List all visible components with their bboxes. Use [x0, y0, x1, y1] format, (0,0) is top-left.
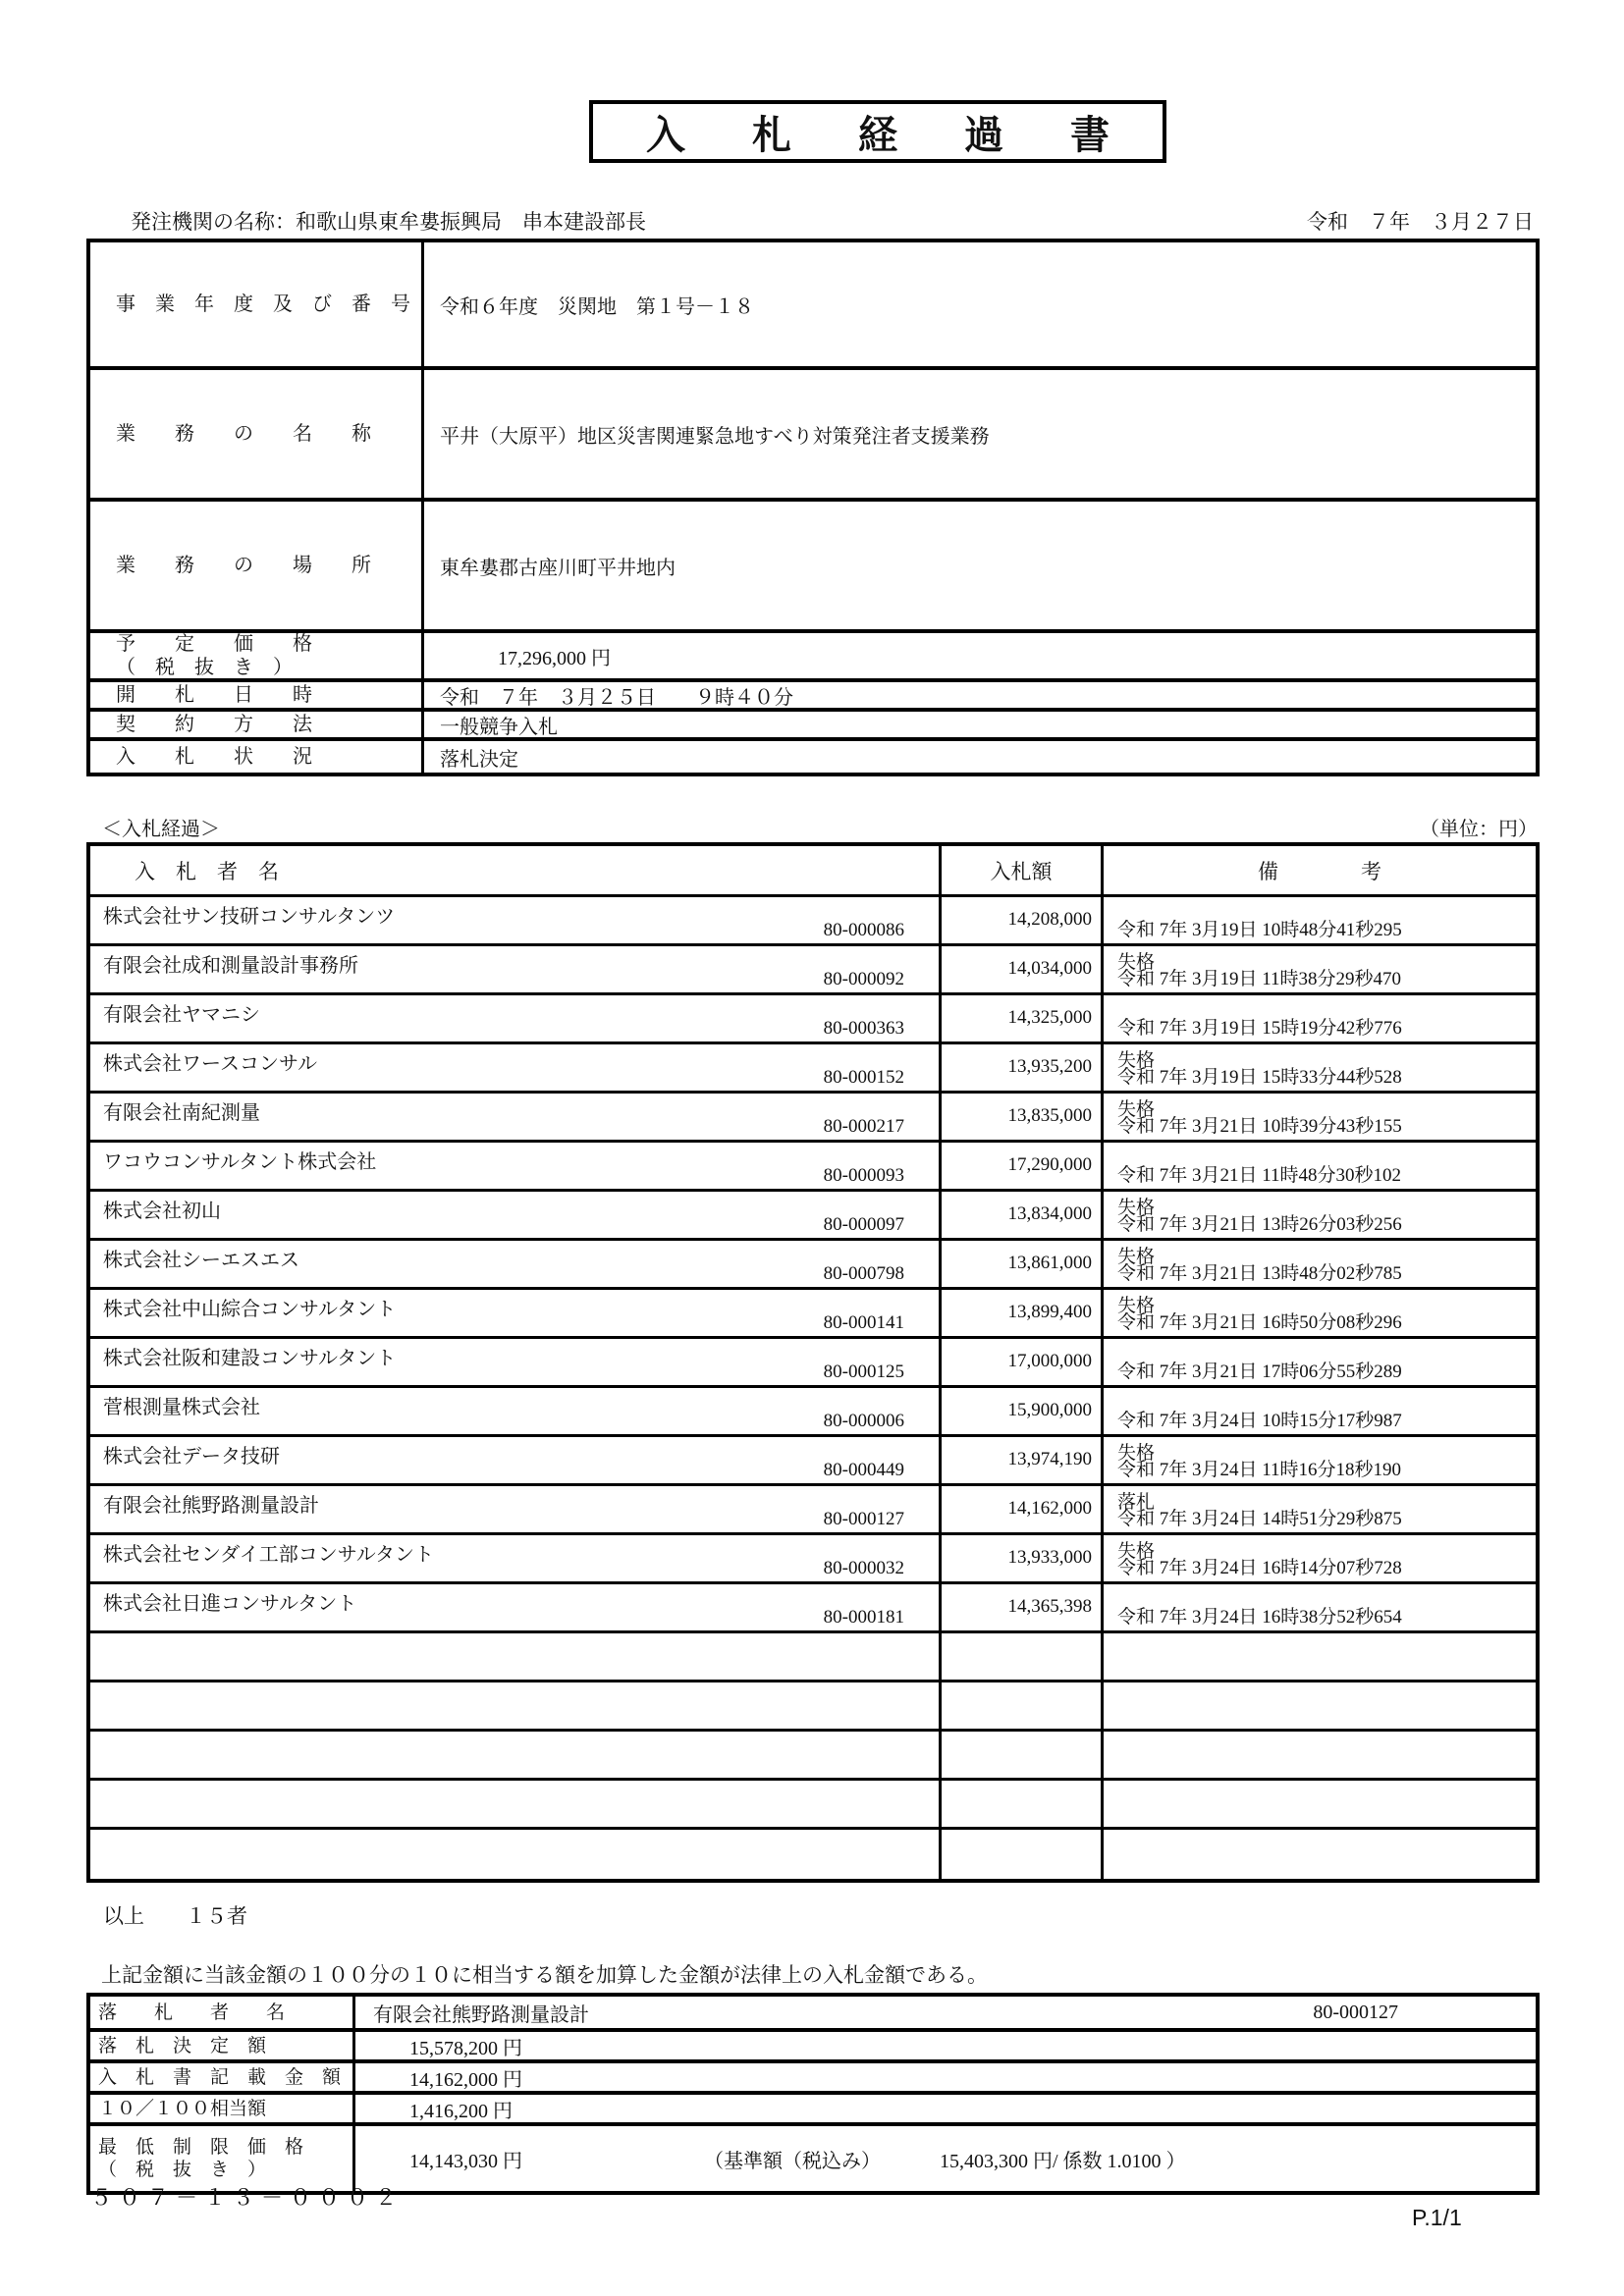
- bidder-name: 有限会社南紀測量: [103, 1102, 260, 1124]
- info-label: [90, 502, 424, 629]
- bidder-code: 80-000125: [823, 1362, 904, 1382]
- award-row-decided-amount: [90, 2032, 1536, 2063]
- remark-cell: [1104, 1094, 1536, 1140]
- info-row-project-location: [90, 502, 1536, 633]
- bid-timestamp: 令和 7年 3月21日 13時26分03秒256: [1117, 1214, 1402, 1235]
- bidder-cell: [90, 1732, 942, 1778]
- award-label-text2: （ 税 抜 き ）: [98, 2160, 267, 2180]
- award-value: 1,416,200 円: [409, 2100, 513, 2122]
- remark-cell: [1104, 1486, 1536, 1532]
- bid-table-empty-row: [90, 1830, 1536, 1879]
- bidder-cell: [90, 1388, 942, 1434]
- info-label-text: 予 定 価 格: [116, 633, 312, 655]
- bid-result-status: 失格: [1117, 1541, 1156, 1562]
- award-value: 15,578,200 円: [409, 2037, 522, 2059]
- document-date: 令和 ７年 ３月２７日: [1307, 210, 1534, 234]
- bid-table-row: [90, 1241, 1536, 1290]
- bidder-name: ワコウコンサルタント株式会社: [103, 1151, 377, 1173]
- bid-table-empty-row: [90, 1781, 1536, 1830]
- remark-cell: [1104, 995, 1536, 1041]
- bid-table-header: [90, 846, 1536, 897]
- bid-table-row: [90, 1339, 1536, 1388]
- info-label: [90, 741, 424, 773]
- legal-note: 上記金額に当該金額の１００分の１０に相当する額を加算した金額が法律上の入札金額である。: [101, 1963, 988, 1987]
- bid-amount: 14,034,000: [942, 946, 1104, 992]
- bidder-cell: [90, 946, 942, 992]
- bid-timestamp: 令和 7年 3月19日 15時19分42秒776: [1117, 1018, 1402, 1039]
- remark-cell: [1104, 1241, 1536, 1287]
- bidder-name: 株式会社サン技研コンサルタンツ: [103, 906, 396, 928]
- bid-table-row: [90, 946, 1536, 995]
- award-label-text: 入 札 書 記 載 金 額: [98, 2066, 342, 2088]
- bid-result-status: 失格: [1117, 1443, 1156, 1464]
- bid-result-status: 失格: [1117, 1198, 1156, 1218]
- award-label-text: 落 札 者 名: [98, 2002, 286, 2023]
- bid-amount: [942, 1830, 1104, 1879]
- bidder-name: 有限会社熊野路測量設計: [103, 1495, 319, 1517]
- bidder-code: 80-000127: [823, 1509, 904, 1529]
- bid-table-empty-row: [90, 1732, 1536, 1781]
- unit-note: （単位：円）: [1420, 819, 1538, 840]
- info-label: [90, 242, 424, 366]
- remark-cell: [1104, 1682, 1536, 1729]
- winner-code: 80-000127: [1313, 2001, 1398, 2023]
- bidder-code: 80-000092: [823, 969, 904, 989]
- bid-amount: 14,325,000: [942, 995, 1104, 1041]
- award-row-winner: [90, 1997, 1536, 2032]
- bid-amount: 13,834,000: [942, 1192, 1104, 1238]
- bidder-cell: [90, 1339, 942, 1385]
- bidder-cell: [90, 1094, 942, 1140]
- info-label-text: 開 札 日 時: [116, 684, 312, 706]
- bid-result-status: 失格: [1117, 1099, 1156, 1120]
- award-row-ten-percent: [90, 2095, 1536, 2126]
- info-label-text2: （ 税 抜 き ）: [116, 657, 293, 678]
- bid-timestamp: 令和 7年 3月24日 16時38分52秒654: [1117, 1607, 1402, 1628]
- bidder-cell: [90, 1192, 942, 1238]
- remark-cell: [1104, 1781, 1536, 1827]
- bid-amount: 13,835,000: [942, 1094, 1104, 1140]
- bidder-cell: [90, 1830, 942, 1879]
- issuer-name: 発注機関の名称：和歌山県東牟婁振興局 串本建設部長: [131, 210, 646, 234]
- info-value: 東牟婁郡古座川町平井地内: [440, 557, 676, 579]
- bid-timestamp: 令和 7年 3月19日 10時48分41秒295: [1117, 920, 1402, 940]
- info-row-project-name: [90, 370, 1536, 502]
- bid-amount: 14,162,000: [942, 1486, 1104, 1532]
- bid-amount: [942, 1732, 1104, 1778]
- info-value: 令和６年度 災関地 第１号－１８: [440, 295, 754, 318]
- bid-table-row: [90, 1486, 1536, 1535]
- info-label-text: 入 札 状 況: [116, 746, 312, 768]
- bid-table-empty-row: [90, 1633, 1536, 1682]
- bidder-code: 80-000093: [823, 1165, 904, 1186]
- column-header-bidder: 入 札 者 名: [90, 846, 942, 894]
- bidder-name: 菅根測量株式会社: [103, 1397, 260, 1418]
- column-header-amount: 入札額: [942, 846, 1104, 894]
- bid-section-heading: ＜入札経過＞: [102, 819, 220, 840]
- bidder-code: 80-000141: [823, 1312, 904, 1333]
- bidder-cell: [90, 1143, 942, 1189]
- info-label-text: 契 約 方 法: [116, 714, 312, 735]
- remark-cell: [1104, 1339, 1536, 1385]
- bid-amount: 17,290,000: [942, 1143, 1104, 1189]
- bidder-cell: [90, 1781, 942, 1827]
- award-label: [90, 2032, 355, 2059]
- info-label-text: 事 業 年 度 及 び 番 号: [116, 294, 410, 315]
- bid-table-row: [90, 1044, 1536, 1094]
- info-label: [90, 370, 424, 498]
- award-value: 14,162,000 円: [409, 2068, 522, 2091]
- bid-amount: [942, 1781, 1104, 1827]
- bid-timestamp: 令和 7年 3月21日 11時48分30秒102: [1117, 1165, 1402, 1186]
- bidder-name: 有限会社成和測量設計事務所: [103, 955, 358, 977]
- bid-timestamp: 令和 7年 3月21日 10時39分43秒155: [1117, 1116, 1402, 1137]
- bidder-cell: [90, 1584, 942, 1630]
- page-number: P.1/1: [1412, 2205, 1462, 2230]
- bid-amount: [942, 1633, 1104, 1680]
- bidder-code: 80-000152: [823, 1067, 904, 1088]
- remark-cell: [1104, 1290, 1536, 1336]
- info-value: 一般競争入札: [440, 716, 558, 738]
- bid-timestamp: 令和 7年 3月21日 16時50分08秒296: [1117, 1312, 1402, 1333]
- info-label: [90, 712, 424, 737]
- bidder-code: 80-000449: [823, 1460, 904, 1480]
- bid-result-status: 失格: [1117, 1247, 1156, 1267]
- info-label-text: 業 務 の 場 所: [116, 555, 371, 576]
- bidder-code: 80-000032: [823, 1558, 904, 1578]
- award-label-text: 落 札 決 定 額: [98, 2035, 267, 2056]
- bid-history-table: [86, 842, 1540, 1883]
- base-amount-value: 15,403,300 円/ 係数 1.0100 ）: [940, 2150, 1186, 2172]
- bid-result-status: 失格: [1117, 1050, 1156, 1071]
- award-label: [90, 2095, 355, 2122]
- bidder-cell: [90, 1682, 942, 1729]
- bid-amount: [942, 1682, 1104, 1729]
- info-value: 令和 ７年 ３月２５日 ９時４０分: [440, 686, 793, 709]
- bidder-cell: [90, 995, 942, 1041]
- bid-timestamp: 令和 7年 3月24日 11時16分18秒190: [1117, 1460, 1402, 1480]
- bidder-name: 株式会社中山綜合コンサルタント: [103, 1299, 397, 1320]
- info-value: 17,296,000 円: [498, 647, 611, 669]
- bid-timestamp: 令和 7年 3月21日 17時06分55秒289: [1117, 1362, 1402, 1382]
- bid-timestamp: 令和 7年 3月21日 13時48分02秒785: [1117, 1263, 1402, 1284]
- column-header-remark: 備 考: [1258, 859, 1381, 883]
- base-amount-label: （基準額（税込み）: [704, 2150, 881, 2172]
- award-summary-table: [86, 1993, 1540, 2195]
- bid-result-status: 失格: [1117, 1296, 1156, 1316]
- info-label: [90, 682, 424, 708]
- bid-table-row: [90, 1437, 1536, 1486]
- award-row-bid-sheet-amount: [90, 2063, 1536, 2095]
- bidder-cell: [90, 897, 942, 943]
- bid-amount: 14,365,398: [942, 1584, 1104, 1630]
- bidder-code: 80-000798: [823, 1263, 904, 1284]
- winner-name: 有限会社熊野路測量設計: [373, 2003, 589, 2026]
- bid-amount: 17,000,000: [942, 1339, 1104, 1385]
- bidder-cell: [90, 1535, 942, 1581]
- bid-amount: 13,861,000: [942, 1241, 1104, 1287]
- bidder-code: 80-000217: [823, 1116, 904, 1137]
- remark-cell: [1104, 1584, 1536, 1630]
- remark-cell: [1104, 1388, 1536, 1434]
- bidder-name: 株式会社日進コンサルタント: [103, 1593, 357, 1615]
- bid-amount: 14,208,000: [942, 897, 1104, 943]
- bid-timestamp: 令和 7年 3月19日 11時38分29秒470: [1117, 969, 1402, 989]
- bid-table-row: [90, 1290, 1536, 1339]
- info-row-planned-price: [90, 633, 1536, 682]
- bid-amount: 13,974,190: [942, 1437, 1104, 1483]
- bid-result-status: 失格: [1117, 952, 1156, 973]
- award-label: [90, 1997, 355, 2028]
- bid-amount: 13,935,200: [942, 1044, 1104, 1091]
- bidder-name: 株式会社センダイ工部コンサルタント: [103, 1544, 434, 1566]
- bidder-code: 80-000086: [823, 920, 904, 940]
- bidder-count-note: 以上 １５者: [103, 1904, 247, 1928]
- remark-cell: [1104, 946, 1536, 992]
- bidder-name: 株式会社ワースコンサル: [103, 1053, 317, 1075]
- bidder-name: 株式会社阪和建設コンサルタント: [103, 1348, 397, 1369]
- bid-amount: 13,899,400: [942, 1290, 1104, 1336]
- bid-result-status: 落札: [1117, 1492, 1156, 1513]
- minimum-price-value: 14,143,030 円: [409, 2150, 522, 2172]
- award-minimum-price-cell: [355, 2126, 1536, 2191]
- award-label-text: 最 低 制 限 価 格: [98, 2137, 304, 2158]
- remark-cell: [1104, 1044, 1536, 1091]
- info-value: 平井（大原平）地区災害関連緊急地すべり対策発注者支援業務: [440, 425, 990, 448]
- document-title: 入 札 経 過 書: [589, 100, 1166, 163]
- project-info-table: [86, 239, 1540, 776]
- bid-table-body: [90, 897, 1536, 1879]
- issuer-row: [86, 204, 1540, 236]
- bid-table-row: [90, 1584, 1536, 1633]
- remark-cell: [1104, 1143, 1536, 1189]
- bid-table-row: [90, 1192, 1536, 1241]
- info-row-project-number: [90, 242, 1536, 370]
- bidder-name: 株式会社シーエスエス: [103, 1250, 299, 1271]
- remark-cell: [1104, 1633, 1536, 1680]
- bidder-name: 株式会社データ技研: [103, 1446, 280, 1468]
- bidder-name: 有限会社ヤマニシ: [103, 1004, 260, 1026]
- bid-timestamp: 令和 7年 3月24日 14時51分29秒875: [1117, 1509, 1402, 1529]
- bidder-code: 80-000181: [823, 1607, 904, 1628]
- info-row-contract-method: [90, 712, 1536, 741]
- info-row-opening-datetime: [90, 682, 1536, 712]
- bidder-cell: [90, 1486, 942, 1532]
- bid-amount: 13,933,000: [942, 1535, 1104, 1581]
- bid-timestamp: 令和 7年 3月24日 16時14分07秒728: [1117, 1558, 1402, 1578]
- bidder-cell: [90, 1437, 942, 1483]
- bid-table-row: [90, 1094, 1536, 1143]
- bidder-name: 株式会社初山: [103, 1201, 221, 1222]
- info-label: [90, 633, 424, 678]
- award-label-text: １０／１００相当額: [98, 2098, 267, 2119]
- bid-table-row: [90, 1535, 1536, 1584]
- remark-cell: [1104, 1535, 1536, 1581]
- bidder-code: 80-000006: [823, 1411, 904, 1431]
- bid-table-empty-row: [90, 1682, 1536, 1732]
- bid-table-row: [90, 1143, 1536, 1192]
- award-winner-cell: [355, 1997, 1536, 2028]
- info-row-bid-status: [90, 741, 1536, 773]
- document-code: ５０７－１３－０００２: [90, 2185, 405, 2210]
- bid-section-heading-row: [86, 813, 1540, 841]
- remark-cell: [1104, 1437, 1536, 1483]
- bid-amount: 15,900,000: [942, 1388, 1104, 1434]
- bid-table-row: [90, 897, 1536, 946]
- bid-timestamp: 令和 7年 3月19日 15時33分44秒528: [1117, 1067, 1402, 1088]
- remark-cell: [1104, 1830, 1536, 1879]
- bidder-code: 80-000363: [823, 1018, 904, 1039]
- remark-cell: [1104, 1192, 1536, 1238]
- bid-timestamp: 令和 7年 3月24日 10時15分17秒987: [1117, 1411, 1402, 1431]
- bidder-cell: [90, 1290, 942, 1336]
- bidder-code: 80-000097: [823, 1214, 904, 1235]
- bid-table-row: [90, 1388, 1536, 1437]
- remark-cell: [1104, 897, 1536, 943]
- bidder-cell: [90, 1633, 942, 1680]
- bidder-cell: [90, 1241, 942, 1287]
- remark-cell: [1104, 1732, 1536, 1778]
- info-label-text: 業 務 の 名 称: [116, 423, 371, 445]
- bid-table-row: [90, 995, 1536, 1044]
- bidder-cell: [90, 1044, 942, 1091]
- info-value: 落札決定: [440, 748, 518, 771]
- award-label: [90, 2063, 355, 2091]
